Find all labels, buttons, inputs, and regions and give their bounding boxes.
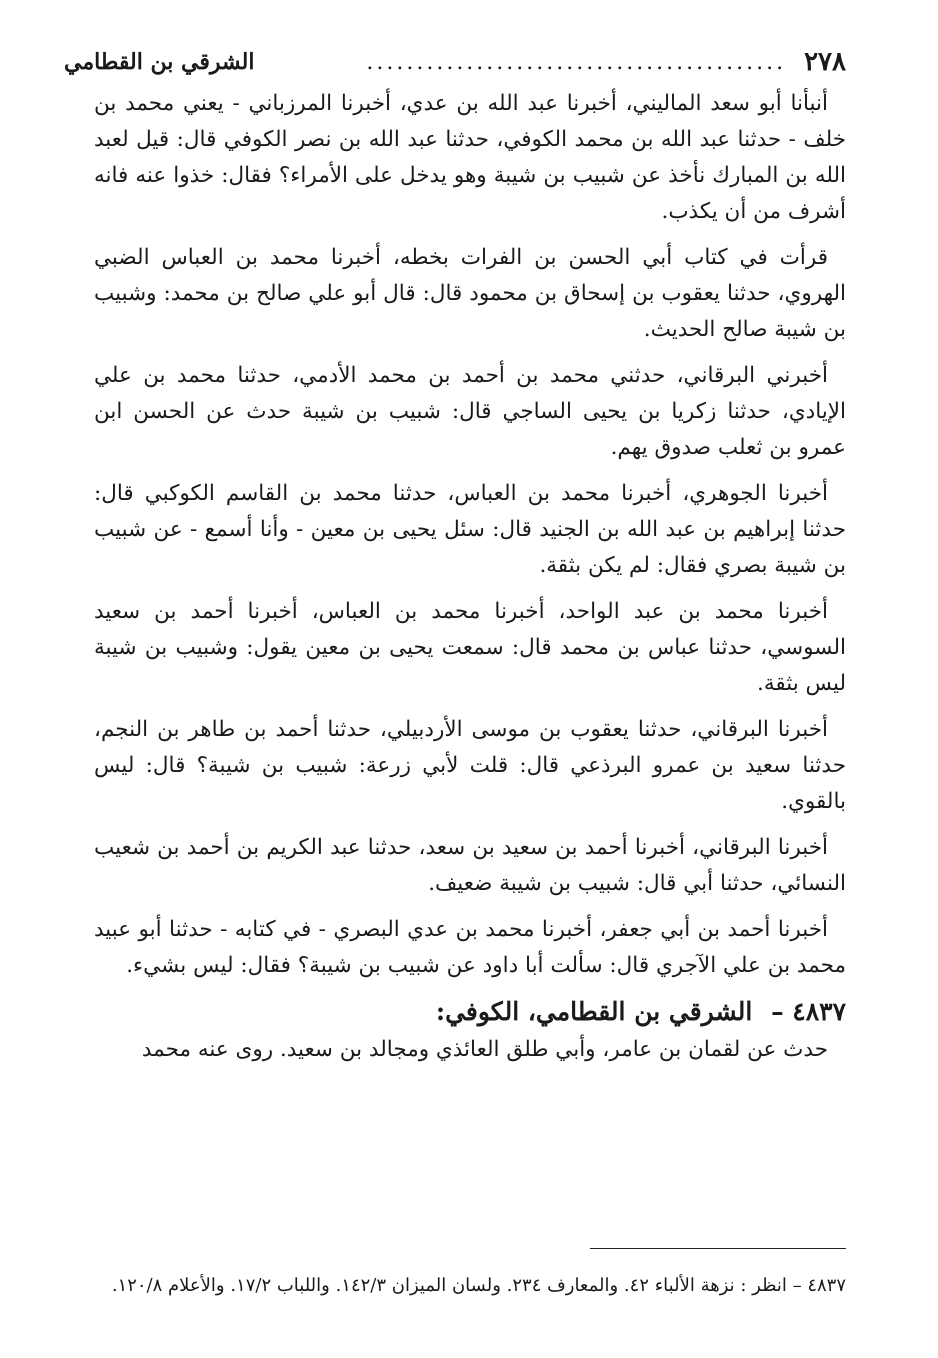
- paragraph: أخبرني البرقاني، حدثني محمد بن أحمد بن محمد الأدمي، حدثنا محمد بن علي الإيادي، حدثنا زكريا بن يحيى الساجي قال: شبيب بن شيبة حدث عن الحسن ابن عمرو بن ثعلب صدوق يهم.: [94, 363, 846, 460]
- header-leader-dots: ..........................................: [366, 49, 787, 75]
- entry-heading: [94, 994, 846, 1030]
- main-text: [94, 86, 846, 1078]
- paragraph: أخبرنا أحمد بن أبي جعفر، أخبرنا محمد بن عدي البصري - في كتابه - حدثنا أبو عبيد محمد بن علي الآجري قال: سألت أبا داود عن شبيب بن شيبة؟ فقال: ليس بشيء.: [94, 917, 846, 978]
- paragraph: أنبأنا أبو سعد الماليني، أخبرنا عبد الله بن عدي، أخبرنا المرزباني - يعني محمد بن خلف - حدثنا عبد الله بن محمد الكوفي، حدثنا عبد الله بن نصر الكوفي قال: قيل لعبد الله بن المبارك نأخذ عن شبيب بن شيبة وهو يدخل على الأمراء؟ فقال: خذوا عنه فانه أشرف من أن يكذب.: [94, 91, 846, 224]
- footnote: ٤٨٣٧ – انظر : نزهة الألباء ٤٢. والمعارف ٢٣٤. ولسان الميزان ١٤٢/٣. واللباب ١٧/٢. والأعلام ١٢٠/٨.: [111, 1275, 846, 1296]
- entry-number: ٤٨٣٧ –: [771, 997, 846, 1026]
- page-number: ٢٧٨: [804, 47, 846, 77]
- entry-title: الشرقي بن القطامي، الكوفي:: [435, 997, 753, 1026]
- paragraph: أخبرنا محمد بن عبد الواحد، أخبرنا محمد بن العباس، أخبرنا أحمد بن سعيد السوسي، حدثنا عباس بن محمد قال: سمعت يحيى بن معين يقول: وشبيب بن شيبة ليس بثقة.: [94, 599, 846, 696]
- footnote-divider: [590, 1248, 846, 1249]
- paragraph: أخبرنا البرقاني، حدثنا يعقوب بن موسى الأردبيلي، حدثنا أحمد بن طاهر بن النجم، حدثنا سعيد بن عمرو البرذعي قال: قلت لأبي زرعة: شبيب بن شيبة؟ قال: ليس بالقوي.: [94, 717, 846, 814]
- entry-text: حدث عن لقمان بن عامر، وأبي طلق العائذي ومجالد بن سعيد. روى عنه محمد: [141, 1037, 828, 1062]
- paragraph: أخبرنا البرقاني، أخبرنا أحمد بن سعيد بن سعد، حدثنا عبد الكريم بن أحمد بن شعيب النسائي، حدثنا أبي قال: شبيب بن شيبة ضعيف.: [94, 835, 846, 896]
- page-header: [64, 40, 846, 84]
- running-title: الشرقي بن القطامي: [64, 49, 255, 75]
- paragraph: أخبرنا الجوهري، أخبرنا محمد بن العباس، حدثنا محمد بن القاسم الكوكبي قال: حدثنا إبراهيم بن عبد الله بن الجنيد قال: سئل يحيى بن معين - وأنا أسمع - عن شبيب بن شيبة بصري فقال: لم يكن بثقة.: [94, 481, 846, 578]
- paragraph: قرأت في كتاب أبي الحسن بن الفرات بخطه، أخبرنا محمد بن العباس الضبي الهروي، حدثنا يعقوب بن إسحاق بن محمود قال: قال أبو علي صالح بن محمد: وشبيب بن شيبة صالح الحديث.: [94, 245, 846, 342]
